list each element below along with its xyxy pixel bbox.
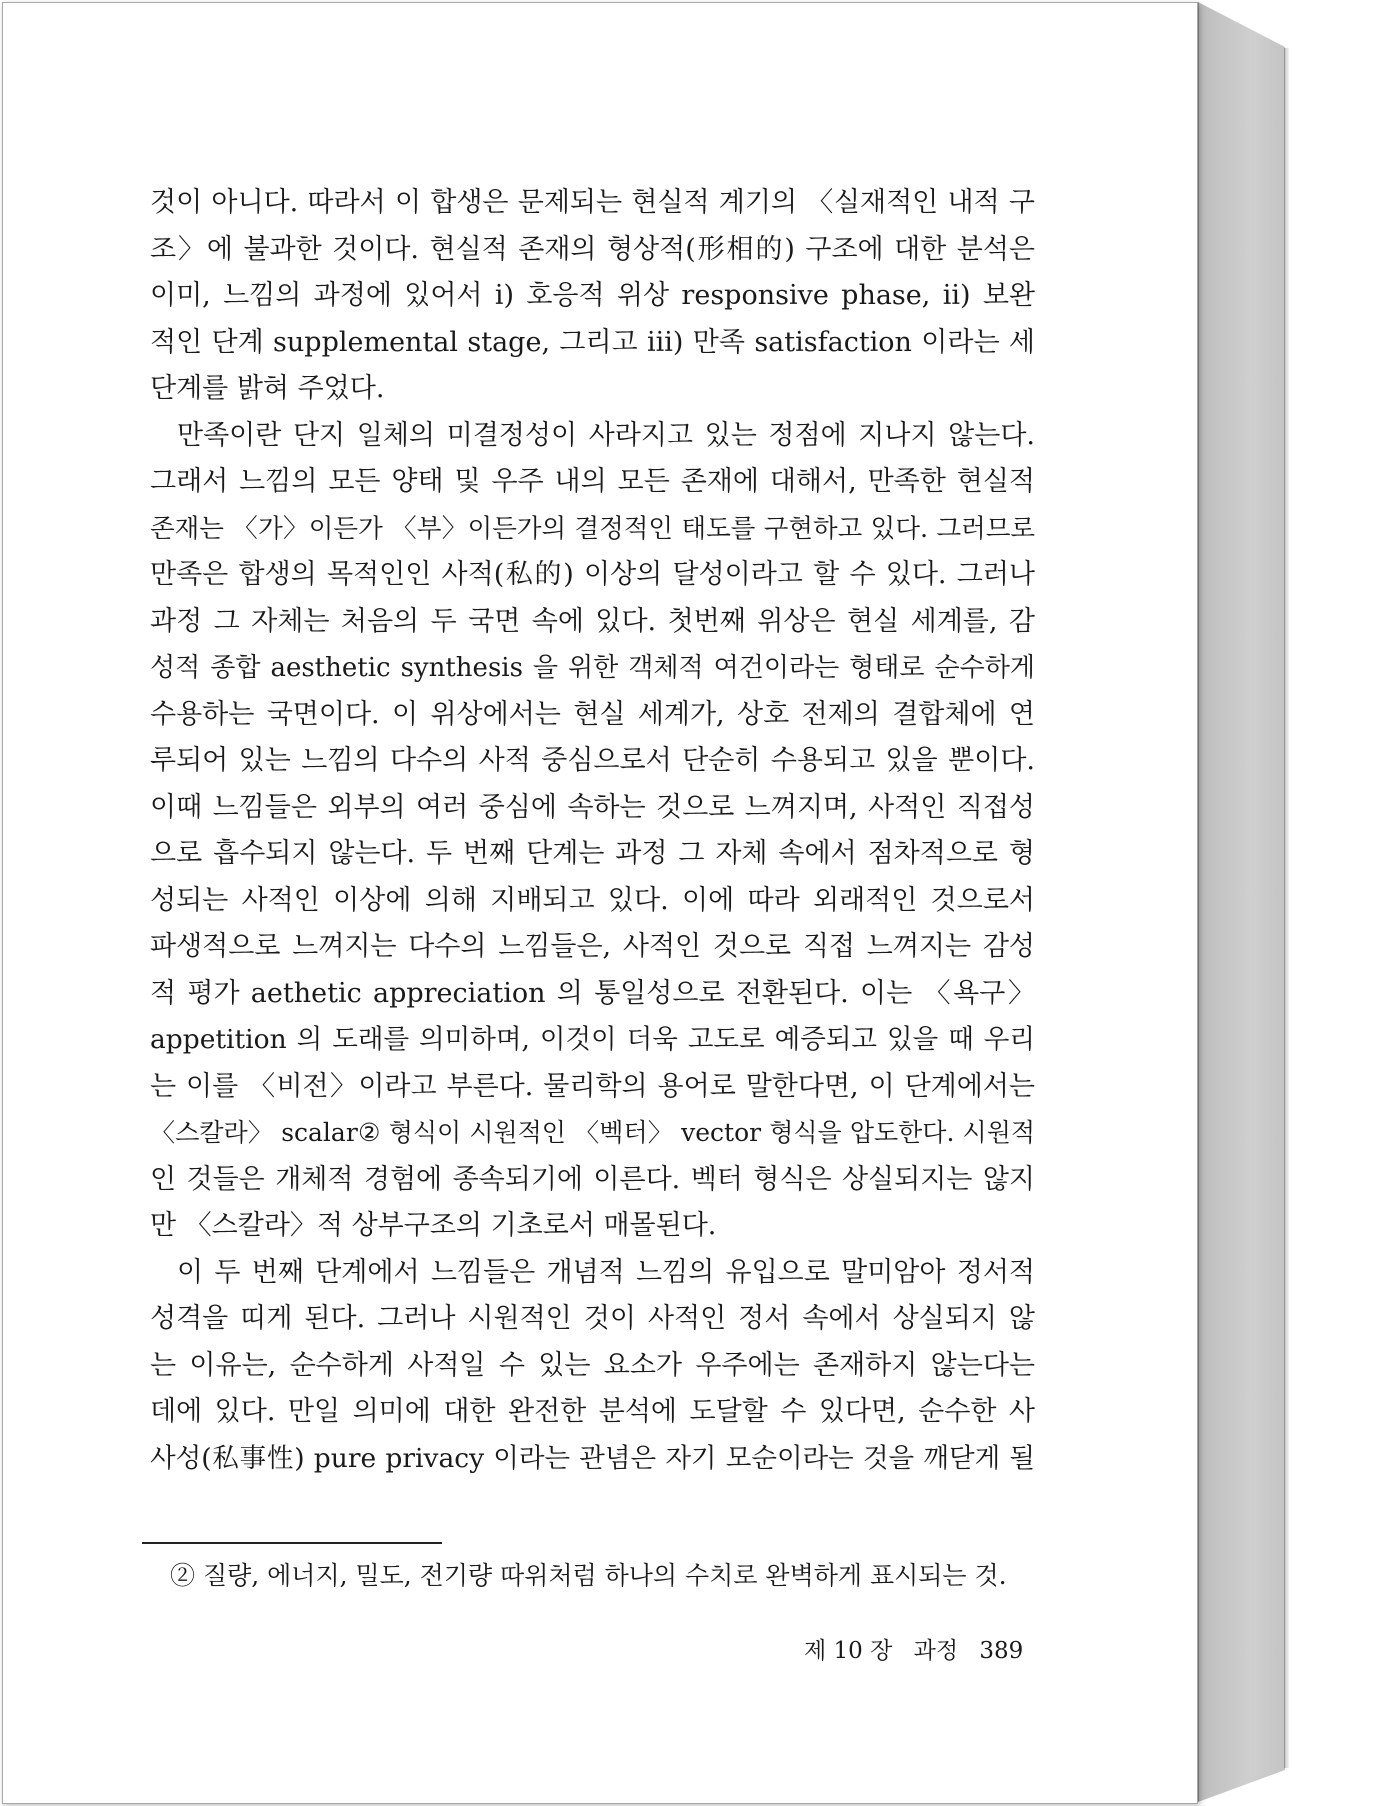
footnote: ② 질량, 에너지, 밀도, 전기량 따위처럼 하나의 수치로 완벽하게 표시되는 것. (170, 1561, 1007, 1590)
text-line: 만 〈스칼라〉적 상부구조의 기초로서 매몰된다. (150, 1210, 717, 1241)
running-footer (790, 1632, 1024, 1665)
text-line: 수용하는 국면이다. 이 위상에서는 현실 세계가, 상호 전제의 결합체에 연 (150, 698, 1035, 730)
text-line: 존재는 〈가〉이든가 〈부〉이든가의 결정적인 태도를 구현하고 있다. 그러므로 (150, 513, 1035, 544)
text-line: 이때 느낌들은 외부의 여러 중심에 속하는 것으로 느껴지며, 사적인 직접성 (150, 791, 1035, 823)
text-line: 성적 종합 aesthetic synthesis 을 위한 객체적 여건이라는 형태로 순수하게 (150, 653, 1035, 683)
text-line: 적인 단계 supplemental stage, 그리고 iii) 만족 satisfaction 이라는 세 (150, 326, 1035, 358)
footnote-divider (142, 1542, 442, 1544)
body-text (150, 180, 1035, 1482)
text-line: 과정 그 자체는 처음의 두 국면 속에 있다. 첫번째 위상은 현실 세계를, 감 (150, 605, 1035, 637)
text-line: 으로 흡수되지 않는다. 두 번째 단계는 과정 그 자체 속에서 점차적으로 형 (150, 838, 1035, 869)
text-line: 단계를 밝혀 주었다. (150, 373, 385, 404)
text-line: 그래서 느낌의 모든 양태 및 우주 내의 모든 존재에 대해서, 만족한 현실적 (150, 466, 1035, 497)
text-line: 것이 아니다. 따라서 이 합생은 문제되는 현실적 계기의 〈실재적인 내적 구 (150, 187, 1035, 218)
text-line: 데에 있다. 만일 의미에 대한 완전한 분석에 도달할 수 있다면, 순수한 사 (150, 1396, 1035, 1427)
text-line: 인 것들은 개체적 경험에 종속되기에 이른다. 벡터 형식은 상실되지는 않지 (150, 1163, 1035, 1195)
chapter-label: 제 10 장 (804, 1638, 893, 1664)
text-line: 사성(私事性) pure privacy 이라는 관념은 자기 모순이라는 것을 깨닫게 될 (150, 1442, 1035, 1474)
text-line: 는 이를 〈비전〉이라고 부른다. 물리학의 용어로 말한다면, 이 단계에서는 (150, 1070, 1035, 1102)
text-line: 만족이란 단지 일체의 미결정성이 사라지고 있는 정점에 지나지 않는다. (177, 419, 1035, 451)
text-line: 적 평가 aethetic appreciation 의 통일성으로 전환된다. 이는 〈욕구〉 (150, 977, 1035, 1009)
text-line: 이미, 느낌의 과정에 있어서 i) 호응적 위상 responsive phase, ii) 보완 (150, 280, 1035, 311)
text-line: appetition 의 도래를 의미하며, 이것이 더욱 고도로 예증되고 있을 때 우리 (150, 1024, 1035, 1055)
text-line: 이 두 번째 단계에서 느낌들은 개념적 느낌의 유입으로 말미암아 정서적 (177, 1256, 1035, 1288)
section-label: 과정 (913, 1638, 959, 1664)
book-edge-shadow (1284, 48, 1290, 1768)
text-line: 는 이유는, 순수하게 사적일 수 있는 요소가 우주에는 존재하지 않는다는 (150, 1349, 1035, 1381)
book-page-edge (1198, 2, 1285, 1802)
paragraph-1 (150, 180, 1035, 413)
text-line: 〈스칼라〉 scalar② 형식이 시원적인 〈벡터〉 vector 형식을 압도한다. 시원적 (150, 1118, 1035, 1147)
text-line: 성되는 사적인 이상에 의해 지배되고 있다. 이에 따라 외래적인 것으로서 (150, 884, 1035, 916)
page-number: 389 (979, 1638, 1024, 1664)
paragraph-3 (150, 1250, 1035, 1483)
text-line: 성격을 띠게 된다. 그러나 시원적인 것이 사적인 정서 속에서 상실되지 않 (150, 1303, 1035, 1334)
text-line: 파생적으로 느껴지는 다수의 느낌들은, 사적인 것으로 직접 느껴지는 감성 (150, 931, 1035, 962)
text-line: 조〉에 불과한 것이다. 현실적 존재의 형상적(形相的) 구조에 대한 분석은 (150, 233, 1035, 265)
text-line: 루되어 있는 느낌의 다수의 사적 중심으로서 단순히 수용되고 있을 뿐이다. (150, 745, 1035, 776)
paragraph-2 (150, 413, 1035, 1250)
text-line: 만족은 합생의 목적인인 사적(私的) 이상의 달성이라고 할 수 있다. 그러나 (150, 559, 1035, 590)
